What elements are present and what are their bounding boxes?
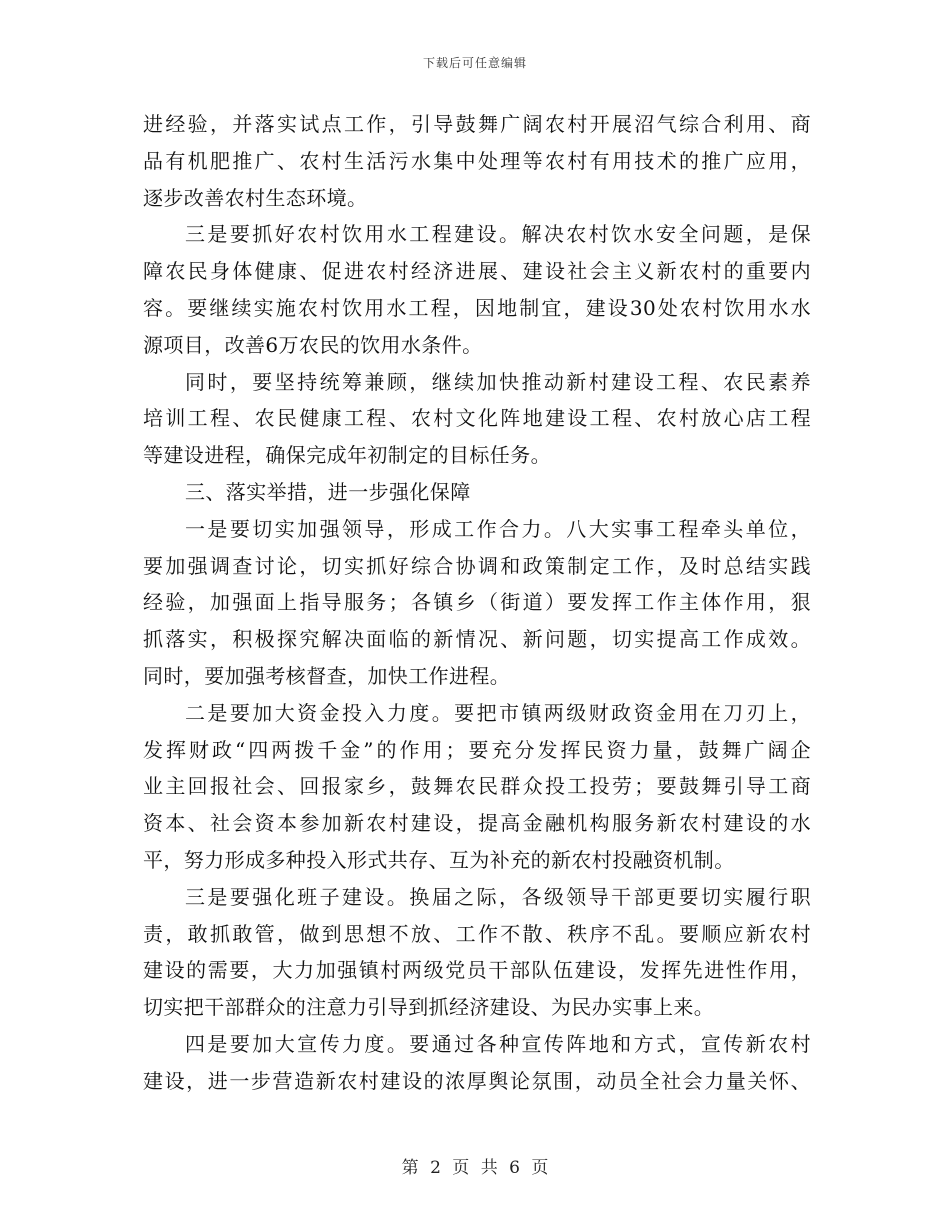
paragraph-start-line: 一是要切实加强领导，形成工作合力。八大实事工程牵头单位， — [185, 516, 811, 541]
paragraph-start-line: 三是要强化班子建设。换届之际，各级领导干部更要切实履行职 — [185, 884, 811, 909]
paragraph-start-line: 二是要加大资金投入力度。要把市镇两级财政资金用在刀刃上， — [185, 700, 811, 725]
paragraph-start-line: 三是要抓好农村饮用水工程建设。解决农村饮水安全问题，是保 — [185, 222, 811, 247]
text-line: 平，努力形成多种投入形式共存、互为补充的新农村投融资机制。 — [143, 847, 735, 872]
text-line: 源项目，改善6万农民的饮用水条件。 — [143, 332, 483, 357]
text-line: 建设，进一步营造新农村建设的浓厚舆论氛围，动员全社会力量关怀、 — [143, 1068, 811, 1093]
document-body — [143, 106, 811, 1100]
text-line: 发挥财政“四两拨千金”的作用；要充分发挥民资力量，鼓舞广阔企 — [143, 737, 811, 762]
text-line: 资本、社会资本参加新农村建设，提高金融机构服务新农村建设的水 — [143, 811, 811, 836]
text-line: 经验，加强面上指导服务；各镇乡（街道）要发挥工作主体作用，狠 — [143, 590, 811, 615]
text-line: 抓落实，积极探究解决面临的新情况、新问题，切实提高工作成效。 — [143, 627, 811, 652]
text-line: 进经验，并落实试点工作，引导鼓舞广阔农村开展沼气综合利用、商 — [143, 112, 811, 136]
text-line: 业主回报社会、回报家乡，鼓舞农民群众投工投劳；要鼓舞引导工商 — [143, 774, 811, 799]
text-line: 建设的需要，大力加强镇村两级党员干部队伍建设，发挥先进性作用， — [143, 958, 811, 983]
text-line: 逐步改善农村生态环境。 — [143, 185, 368, 210]
text-line: 培训工程、农民健康工程、农村文化阵地建设工程、农村放心店工程 — [143, 406, 811, 431]
page-footer: 第 2 页 共 6 页 — [401, 1158, 549, 1178]
text-line: 要加强调查讨论，切实抓好综合协调和政策制定工作，及时总结实践 — [143, 553, 811, 578]
section-heading: 三、落实举措，进一步强化保障 — [185, 479, 471, 504]
text-line: 品有机肥推广、农村生活污水集中处理等农村有用技术的推广应用， — [143, 148, 811, 173]
paragraph-start-line: 同时，要坚持统筹兼顾，继续加快推动新村建设工程、农民素养 — [185, 369, 811, 394]
paragraph-start-line: 四是要加大宣传力度。要通过各种宣传阵地和方式，宣传新农村 — [185, 1031, 811, 1056]
text-line: 切实把干部群众的注意力引导到抓经济建设、为民办实事上来。 — [143, 995, 715, 1020]
page-header: 下载后可任意编辑 — [422, 56, 527, 70]
text-line: 等建设进程，确保完成年初制定的目标任务。 — [143, 443, 551, 468]
text-line: 同时，要加强考核督查，加快工作进程。 — [143, 663, 511, 688]
text-line: 容。要继续实施农村饮用水工程，因地制宜，建设30处农村饮用水水 — [143, 295, 811, 320]
text-line: 障农民身体健康、促进农村经济进展、建设社会主义新农村的重要内 — [143, 259, 811, 284]
text-line: 责，敢抓敢管，做到思想不放、工作不散、秩序不乱。要顺应新农村 — [143, 921, 811, 946]
